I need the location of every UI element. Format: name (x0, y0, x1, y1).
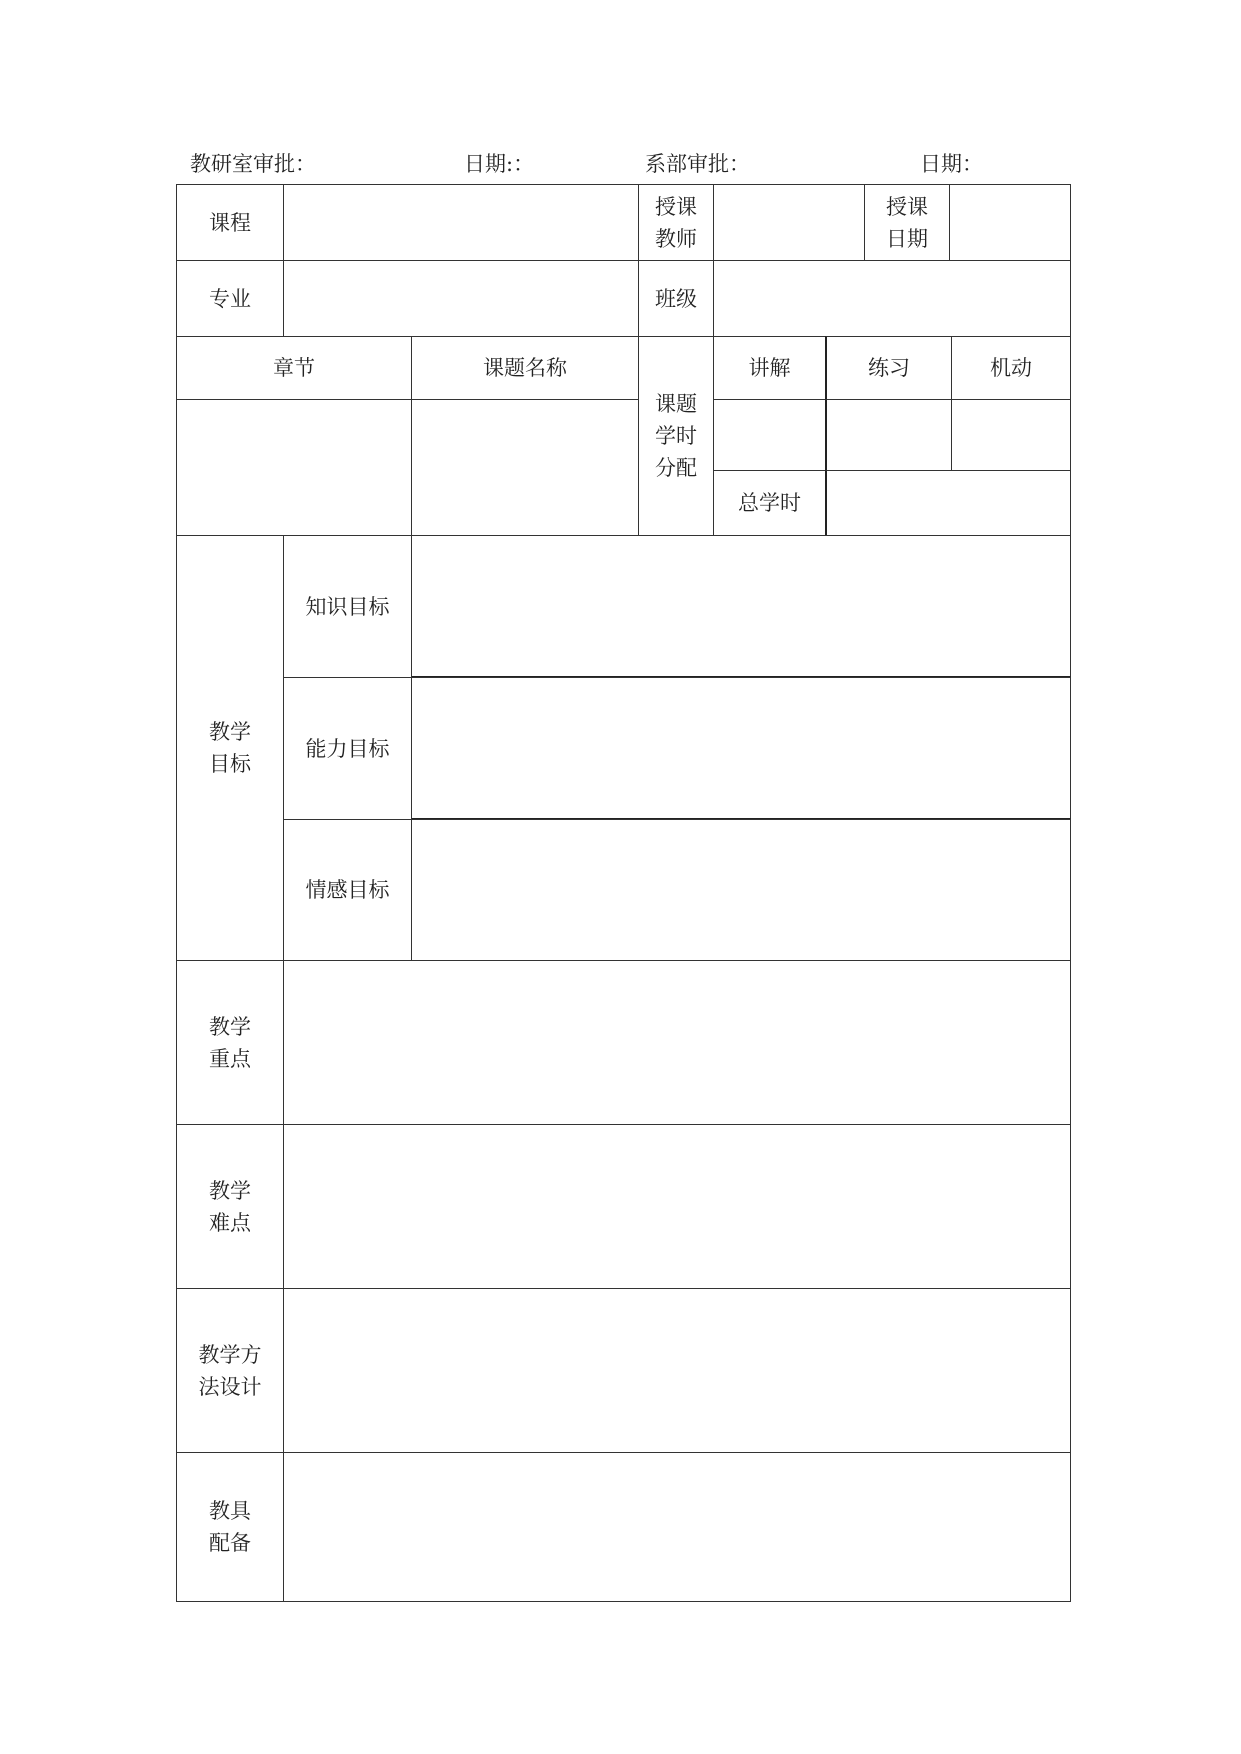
emotion-objective-value-cell[interactable] (411, 819, 1071, 961)
course-label: 课程 (176, 184, 284, 261)
total-hours-label: 总学时 (713, 470, 826, 536)
topic-hours-allocation-label: 课题 学时 分配 (638, 336, 714, 536)
teaching-aids-label: 教具 配备 (176, 1452, 284, 1602)
lesson-plan-table (176, 184, 1071, 1602)
major-value-cell[interactable] (283, 260, 639, 337)
teaching-objectives-label: 教学 目标 (176, 535, 284, 961)
lecture-date-value-cell[interactable] (949, 184, 1071, 261)
total-hours-value-cell[interactable] (825, 470, 1071, 536)
chapter-value-cell[interactable] (176, 399, 412, 536)
teaching-key-points-label: 教学 重点 (176, 960, 284, 1125)
teaching-key-points-value-cell[interactable] (283, 960, 1071, 1125)
knowledge-objective-label: 知识目标 (283, 535, 412, 678)
lecture-date-label: 授课 日期 (864, 184, 950, 261)
teaching-office-approval-label: 教研室审批： (190, 152, 316, 176)
teaching-difficulties-label: 教学 难点 (176, 1124, 284, 1289)
emotion-objective-label: 情感目标 (283, 819, 412, 961)
teaching-aids-value-cell[interactable] (283, 1452, 1071, 1602)
chapter-label: 章节 (176, 336, 412, 400)
course-value-cell[interactable] (283, 184, 639, 261)
teaching-method-design-label: 教学方 法设计 (176, 1288, 284, 1453)
teaching-method-design-value-cell[interactable] (283, 1288, 1071, 1453)
ability-objective-value-cell[interactable] (411, 677, 1071, 820)
practice-hours-cell[interactable] (825, 399, 952, 471)
date-label-2: 日期： (920, 152, 983, 176)
lecture-label: 讲解 (713, 336, 826, 400)
department-approval-label: 系部审批： (645, 152, 750, 176)
major-label: 专业 (176, 260, 284, 337)
teacher-label: 授课 教师 (638, 184, 714, 261)
teacher-value-cell[interactable] (713, 184, 865, 261)
class-label: 班级 (638, 260, 714, 337)
date-label-1: 日期:： (464, 152, 535, 176)
flexible-label: 机动 (951, 336, 1071, 400)
topic-name-value-cell[interactable] (411, 399, 639, 536)
topic-name-label: 课题名称 (411, 336, 639, 400)
teaching-difficulties-value-cell[interactable] (283, 1124, 1071, 1289)
class-value-cell[interactable] (713, 260, 1071, 337)
lecture-hours-cell[interactable] (713, 399, 826, 471)
knowledge-objective-value-cell[interactable] (411, 535, 1071, 678)
ability-objective-label: 能力目标 (283, 677, 412, 820)
practice-label: 练习 (825, 336, 952, 400)
flexible-hours-cell[interactable] (951, 399, 1071, 471)
